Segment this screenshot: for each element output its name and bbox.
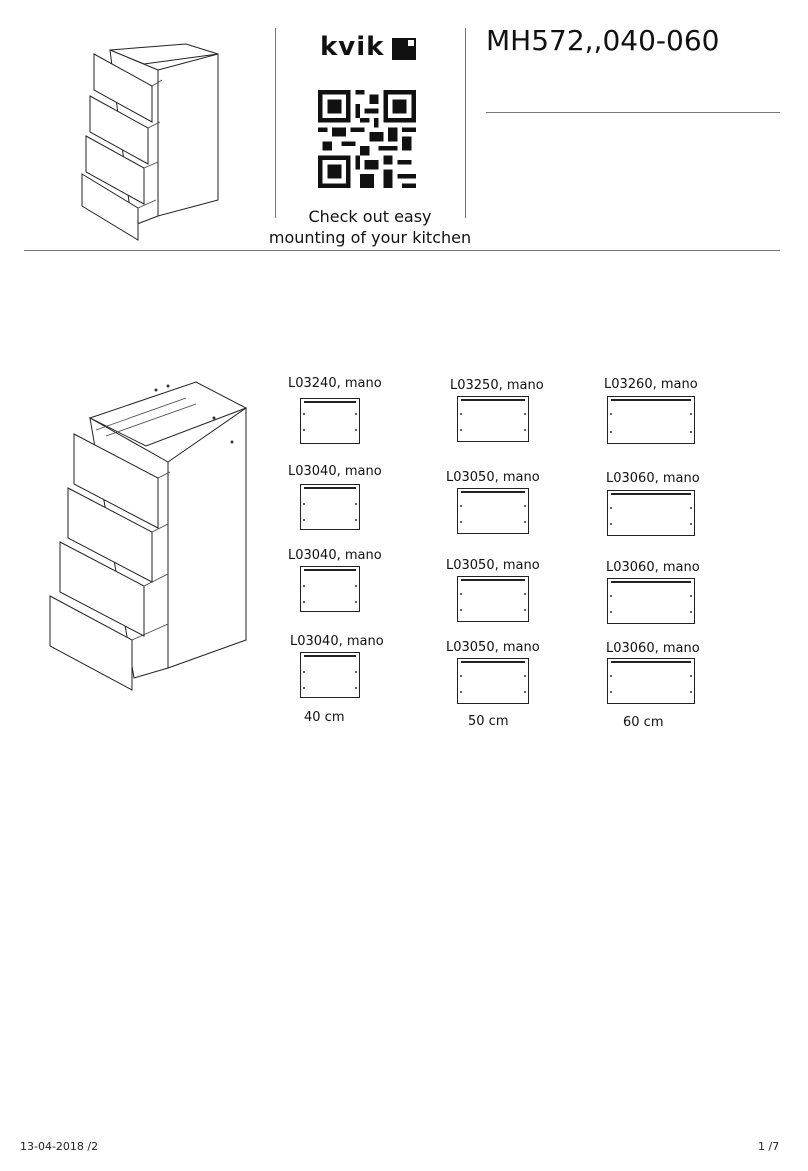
qr-code-icon xyxy=(318,90,416,188)
qr-caption xyxy=(262,206,478,248)
part-label-50-row4: L03050, mano xyxy=(446,640,540,655)
cabinet-thumbnail-illustration xyxy=(78,40,238,240)
footer-page-number: 1 /7 xyxy=(758,1140,780,1153)
part-label-60-row3: L03060, mano xyxy=(606,560,700,575)
part-label-40-row1: L03240, mano xyxy=(288,376,382,391)
header-bottom-rule xyxy=(24,250,780,251)
drawer-front-plate-50-row3 xyxy=(457,576,529,622)
drawer-front-plate-50-row4 xyxy=(457,658,529,704)
drawer-front-plate-40-row4 xyxy=(300,652,360,698)
drawer-front-plate-60-row4 xyxy=(607,658,695,704)
part-label-60-row4: L03060, mano xyxy=(606,641,700,656)
brand-logo: kvik xyxy=(320,32,385,62)
drawer-front-plate-60-row2 xyxy=(607,490,695,536)
brand-square-icon xyxy=(392,38,416,60)
drawer-front-plate-50-row1 xyxy=(457,396,529,442)
part-label-40-row2: L03040, mano xyxy=(288,464,382,479)
drawer-front-plate-50-row2 xyxy=(457,488,529,534)
footer-date-revision: 13-04-2018 /2 xyxy=(20,1140,99,1153)
header-divider-right xyxy=(465,28,466,218)
model-underline xyxy=(486,112,780,113)
cabinet-exploded-illustration xyxy=(46,378,256,698)
width-label-60: 60 cm xyxy=(623,715,664,730)
part-label-50-row1: L03250, mano xyxy=(450,378,544,393)
width-label-40: 40 cm xyxy=(304,710,345,725)
drawer-front-plate-40-row1 xyxy=(300,398,360,444)
part-label-60-row1: L03260, mano xyxy=(604,377,698,392)
drawer-front-plate-40-row3 xyxy=(300,566,360,612)
model-code: MH572,,040-060 xyxy=(486,24,720,57)
part-label-50-row2: L03050, mano xyxy=(446,470,540,485)
drawer-front-plate-60-row1 xyxy=(607,396,695,444)
part-label-40-row3: L03040, mano xyxy=(288,548,382,563)
part-label-40-row4: L03040, mano xyxy=(290,634,384,649)
header-divider-left xyxy=(275,28,276,218)
qr-caption-line1: Check out easy xyxy=(308,207,432,226)
part-label-50-row3: L03050, mano xyxy=(446,558,540,573)
width-label-50: 50 cm xyxy=(468,714,509,729)
drawer-front-plate-40-row2 xyxy=(300,484,360,530)
drawer-front-plate-60-row3 xyxy=(607,578,695,624)
part-label-60-row2: L03060, mano xyxy=(606,471,700,486)
qr-caption-line2: mounting of your kitchen xyxy=(268,228,472,247)
